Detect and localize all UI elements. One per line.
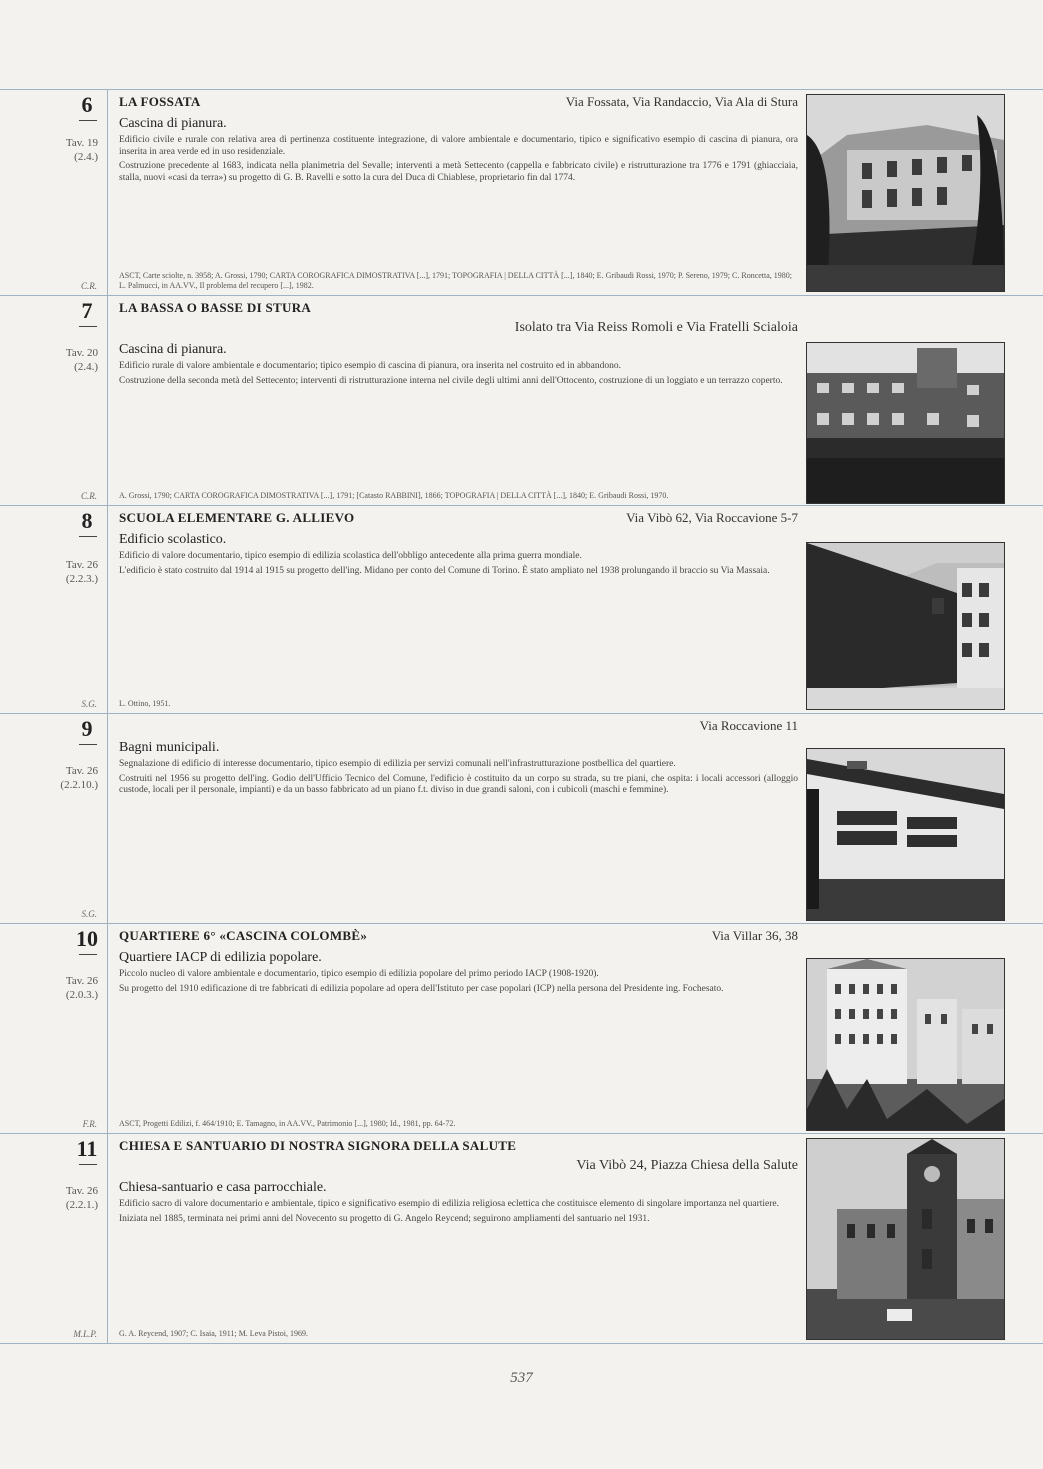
title-row xyxy=(119,1138,798,1156)
entry-number: 11 xyxy=(76,1136,98,1161)
entry-type: Quartiere IACP di edilizia popolare. xyxy=(119,950,322,965)
entry-history: Iniziata nel 1885, terminata nei primi anni del Novecento su progetto di G. Angelo Reycend; seguirono ampliamenti del santuario nel 1931. xyxy=(119,1213,650,1224)
building-photo xyxy=(806,94,1005,292)
entry-title: CHIESA E SANTUARIO DI NOSTRA SIGNORA DELLA SALUTE xyxy=(119,1138,517,1153)
entry-references: A. Grossi, 1790; CARTA COROGRAFICA DIMOSTRATIVA [...], 1791; [Catasto RABBINI], 1866; TOPOGRAFIA | DELLA CITTÀ [...], 1840; E. Gribaudi Rossi, 1970. xyxy=(119,491,669,500)
tavola-ref xyxy=(66,346,98,374)
title-row xyxy=(119,300,798,318)
author-initials: C.R. xyxy=(80,491,97,501)
photo-rural-building-graphic xyxy=(807,343,1004,503)
entry-address: Via Vibò 24, Piazza Chiesa della Salute xyxy=(576,1158,798,1173)
entry-content xyxy=(119,90,798,187)
title-row xyxy=(119,718,798,736)
entry-description: Edificio civile e rurale con relativa area di pertinenza costituente integrazione, di valore ambientale e documentario, tipico e significativo esempio di cascina di pianura, ora inserita in area verde ed in uso residenziale. xyxy=(119,135,798,157)
entry-content xyxy=(119,924,798,998)
entry-address: Isolato tra Via Reiss Romoli e Via Fratelli Scialoia xyxy=(514,320,798,335)
entry-address: Via Villar 36, 38 xyxy=(711,928,798,943)
entry-address: Via Vibò 62, Via Roccavione 5-7 xyxy=(626,510,798,525)
number-underline xyxy=(79,744,97,745)
entry-description: Edificio sacro di valore documentario e ambientale, tipico e significativo esempio di edilizia religiosa eclettica che costituisce elemento di singolare importanza nel quartiere. xyxy=(119,1199,779,1209)
entry-history: Su progetto del 1910 edificazione di tre fabbricati di edilizia popolare ad opera dell'Istituto per case popolari (ICP) nella persona del Presidente ing. Fochesato. xyxy=(119,983,724,994)
entry-title: LA BASSA O BASSE DI STURA xyxy=(119,300,312,315)
tavola-label: Tav. 26 xyxy=(65,765,98,777)
building-photo xyxy=(806,748,1005,921)
entry-references: ASCT, Carte sciolte, n. 3958; A. Grossi, 1790; CARTA COROGRAFICA DIMOSTRATIVA [...], 1791; TOPOGRAFIA | DELLA CITTÀ [...], 1840; E. Gribaudi Rossi, 1970; P. Sereno, 1979; C. Roncetta, 1980; L. Palmucci, in AA.VV., Il problema del recupero [...], 1982. xyxy=(119,271,793,290)
entry-content xyxy=(119,714,798,800)
entry-description: Edificio rurale di valore ambientale e documentario; tipico esempio di cascina di pianura, ora inserita nel costruito ed in abbandono. xyxy=(119,361,622,371)
tavola-label: Tav. 26 xyxy=(65,1185,98,1197)
entry-content xyxy=(119,296,798,390)
entry-left-column xyxy=(0,924,108,1133)
entry-history: Costruzione della seconda metà del Settecento; interventi di ristrutturazione interna nel civile degli ultimi anni dell'Ottocento, costruzione di un loggiato e un terrazzo coperto. xyxy=(119,375,783,386)
author-initials: S.G. xyxy=(81,909,97,919)
title-row xyxy=(119,510,798,528)
tavola-code: (2.4.) xyxy=(74,151,98,163)
entry-content xyxy=(119,1134,798,1228)
author-initials: F.R. xyxy=(82,1119,97,1129)
entry-11 xyxy=(0,1134,1043,1344)
tavola-code: (2.0.3.) xyxy=(65,989,98,1001)
entry-type: Cascina di pianura. xyxy=(119,116,227,131)
entry-title: LA FOSSATA xyxy=(119,94,201,109)
number-underline xyxy=(79,1164,97,1165)
photo-church-graphic xyxy=(807,1139,1004,1339)
entry-description: Edificio di valore documentario, tipico esempio di edilizia scolastica dell'obbligo antecedente alla prima guerra mondiale. xyxy=(119,551,582,561)
building-photo xyxy=(806,342,1005,504)
entry-type: Chiesa-santuario e casa parrocchiale. xyxy=(119,1180,327,1195)
entry-references: ASCT, Progetti Edilizi, f. 464/1910; E. Tamagno, in AA.VV., Patrimonio [...], 1980; Id., 1981, pp. 64-72. xyxy=(119,1119,456,1128)
tavola-label: Tav. 26 xyxy=(65,975,98,987)
entry-address: Via Fossata, Via Randaccio, Via Ala di Stura xyxy=(565,94,798,109)
title-row xyxy=(119,928,798,946)
author-initials: M.L.P. xyxy=(73,1329,97,1339)
tavola-ref xyxy=(66,558,98,586)
number-underline xyxy=(79,120,97,121)
tavola-code: (2.4.) xyxy=(74,361,98,373)
entry-6 xyxy=(0,90,1043,296)
entry-history: L'edificio è stato costruito dal 1914 al 1915 su progetto dell'ing. Midano per conto del Comune di Torino. È stato ampliato nel 1938 prolungando il braccio su Via Massaia. xyxy=(119,565,770,576)
photo-farmhouse-graphic xyxy=(807,95,1004,291)
tavola-code: (2.2.1.) xyxy=(65,1199,98,1211)
photo-school-graphic xyxy=(807,543,1004,709)
entry-type: Edificio scolastico. xyxy=(119,532,227,547)
entry-title: QUARTIERE 6° «CASCINA COLOMBÈ» xyxy=(119,928,368,943)
tavola-label: Tav. 20 xyxy=(65,347,98,359)
tavola-code: (2.2.10.) xyxy=(60,779,98,791)
building-photo xyxy=(806,1138,1005,1340)
title-row xyxy=(119,94,798,112)
photo-housing-block-graphic xyxy=(807,959,1004,1130)
entry-title: SCUOLA ELEMENTARE G. ALLIEVO xyxy=(119,510,355,525)
page-number: 537 xyxy=(510,1370,533,1386)
number-underline xyxy=(79,326,97,327)
entry-left-column xyxy=(0,90,108,295)
entry-7 xyxy=(0,296,1043,506)
entry-10 xyxy=(0,924,1043,1134)
tavola-ref xyxy=(66,974,98,1002)
author-initials: C.R. xyxy=(80,281,97,291)
author-initials: S.G. xyxy=(81,699,97,709)
number-underline xyxy=(79,536,97,537)
tavola-label: Tav. 19 xyxy=(65,137,98,149)
entry-description: Segnalazione di edificio di interesse documentario, tipico esempio di edilizia per servizi comunali nell'infrastrutturazione postbellica del quartiere. xyxy=(119,759,676,769)
entry-content xyxy=(119,506,798,580)
entry-left-column xyxy=(0,1134,108,1343)
tavola-ref xyxy=(60,764,98,792)
building-photo xyxy=(806,958,1005,1131)
entry-description: Piccolo nucleo di valore ambientale e documentario, tipico esempio di edilizia popolare del primo periodo IACP (1908-1920). xyxy=(119,969,599,979)
building-photo xyxy=(806,542,1005,710)
tavola-label: Tav. 26 xyxy=(65,559,98,571)
entry-history: Costruzione precedente al 1683, indicata nella planimetria del Sevalle; interventi a metà Settecento (cappella e fabbricato civile) e ristrutturazione tra 1776 e 1791 (ghiacciaia, stalla, nuovi «casi da terra») su progetto di G. B. Ravelli e sotto la cura del Duca di Chiablese, proprietario fin dal 1774. xyxy=(119,161,798,183)
tavola-ref xyxy=(66,136,98,164)
entry-left-column xyxy=(0,296,108,505)
entry-history: Costruiti nel 1956 su progetto dell'ing. Godio dell'Ufficio Tecnico del Comune, l'edificio è costituito da un corpo su strada, su tre piani, che ospita: i locali accessori (alloggio custode, locali per il personale, impianti) e da un basso fabbricato ad un piano f.t. diviso in due grandi saloni, con i cubicoli (maschi e femmine). xyxy=(119,773,798,796)
entry-address: Via Roccavione 11 xyxy=(699,718,798,733)
entry-references: G. A. Reycend, 1907; C. Isaia, 1911; M. Leva Pistoi, 1969. xyxy=(119,1329,309,1338)
entry-type: Bagni municipali. xyxy=(119,740,220,755)
tavola-ref xyxy=(66,1184,98,1212)
entry-number: 7 xyxy=(81,298,93,323)
entry-9 xyxy=(0,714,1043,924)
entry-left-column xyxy=(0,714,108,923)
entry-number: 8 xyxy=(81,508,93,533)
entry-type: Cascina di pianura. xyxy=(119,342,227,357)
entry-number: 10 xyxy=(76,926,98,951)
entry-references: L. Ottino, 1951. xyxy=(119,699,171,708)
tavola-code: (2.2.3.) xyxy=(65,573,98,585)
photo-municipal-baths-graphic xyxy=(807,749,1004,920)
entry-left-column xyxy=(0,506,108,713)
entry-8 xyxy=(0,506,1043,714)
entry-number: 6 xyxy=(81,92,93,117)
number-underline xyxy=(79,954,97,955)
entry-number: 9 xyxy=(81,716,93,741)
